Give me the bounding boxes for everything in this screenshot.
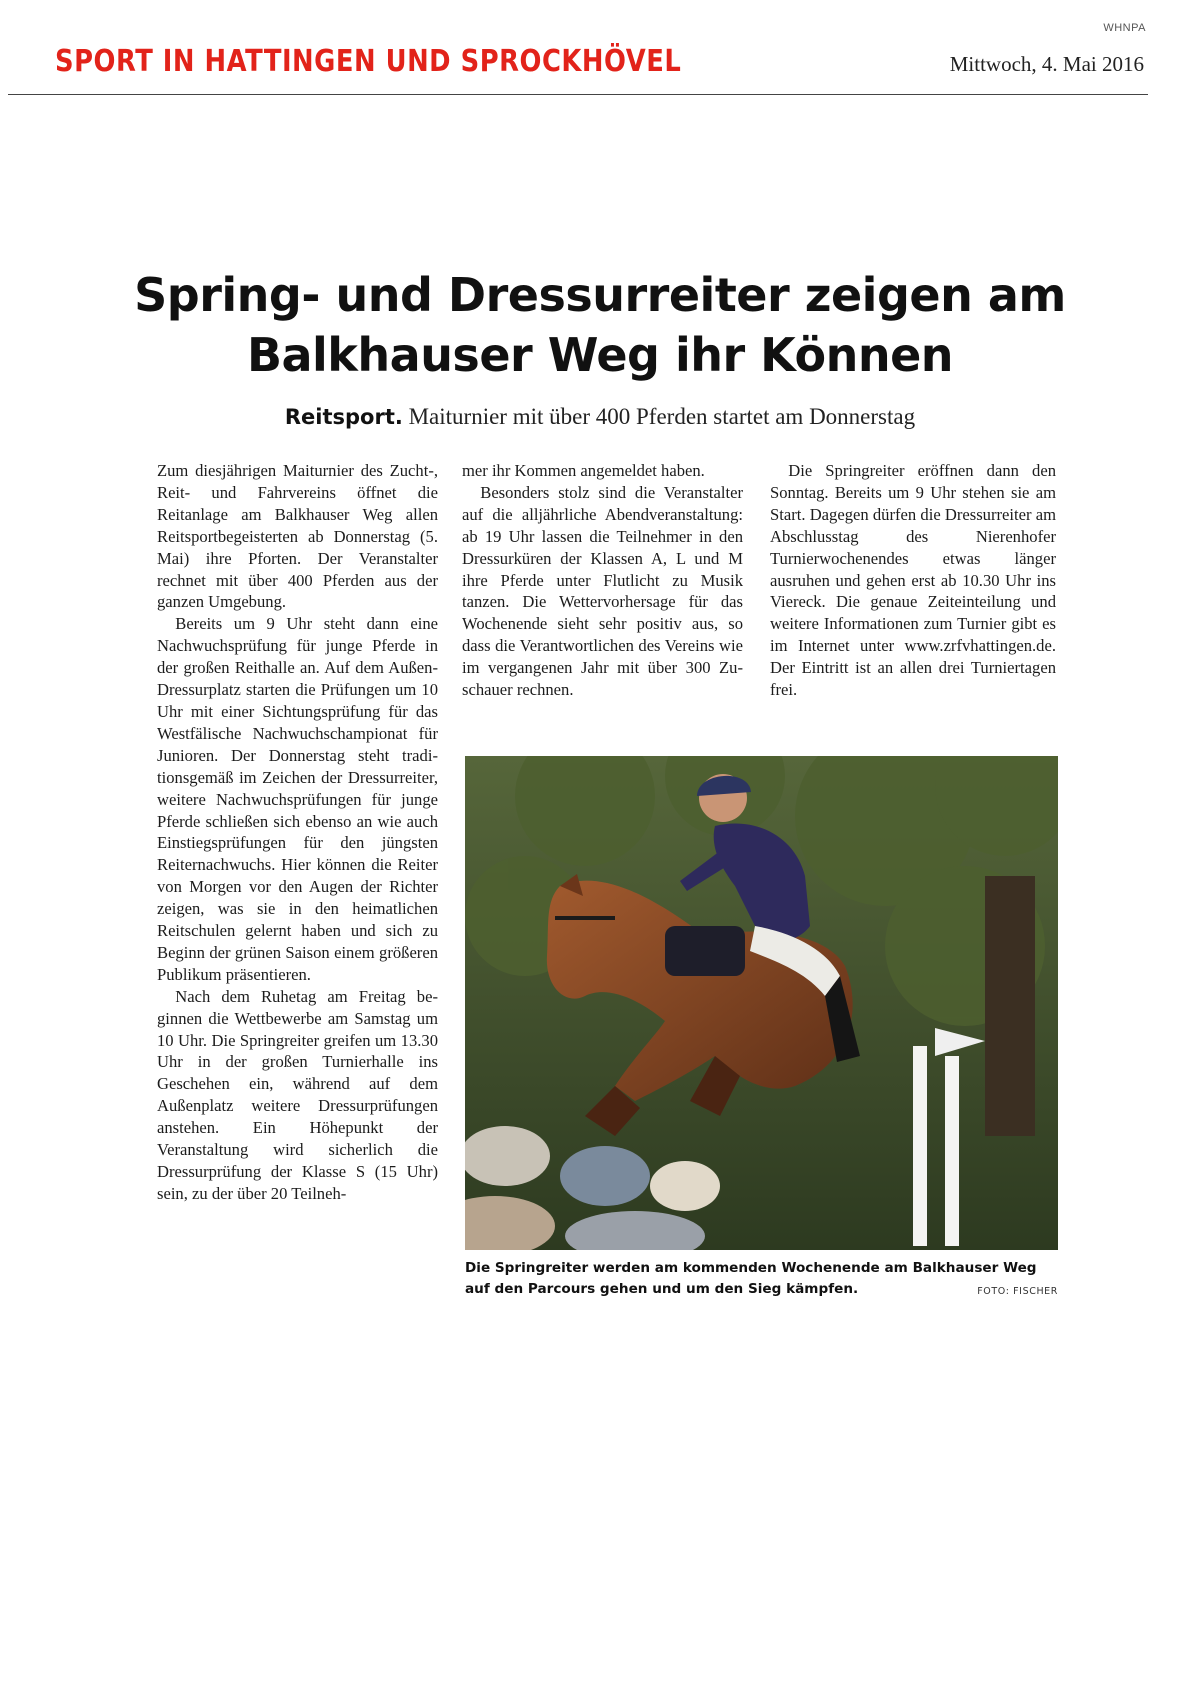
show-jumping-photo [465,756,1058,1250]
article-column-1 [157,460,438,1205]
subheadline [60,404,1140,430]
photo-caption: Die Springreiter werden am kommenden Wochenende am Balkhauser Weg auf den Parcours gehen und um den Sieg kämpfen. [465,1260,1037,1297]
paragraph: Die Springreiter eröffnen dann den Sonntag. Bereits um 9 Uhr stehen sie am Start. Dagegen dürfen die Dressurreiter am Abschlusstag des Nierenhofer Turnierwochenendes etwas länger ausruhen und gehen erst ab 10.30 Uhr ins Viereck. Die genaue Zeiteinteilung und weitere Informationen zum Turnier gibt es im Internet unter www.zrfvhattingen.de. Der Eintritt ist an allen drei Turniertagen frei. [770,461,1056,700]
paragraph: mer ihr Kommen angemeldet haben. [462,461,705,480]
article-photo [465,756,1058,1250]
paragraph: Nach dem Ruhetag am Freitag beginnen die Wettbewerbe am Samstag um 10 Uhr. Die Springreiter greifen um 13.30 Uhr in der großen Turnierhalle ins Geschehen ein, während auf dem Außenplatz weitere Dressurprüfungen anstehen. Ein Höhepunkt der Veranstaltung wird sicherlich die Dressurprüfung der Klasse S (15 Uhr) sein, zu der über 20 Teilneh- [157,986,438,1203]
article-column-2 [462,460,743,701]
tree-trunk [985,876,1035,1136]
article-column-3 [770,460,1056,701]
header-rule [8,94,1148,95]
paragraph: Besonders stolz sind die Veranstalter auf die alljährliche Abendveranstaltung: ab 19 Uhr lassen die Teilnehmer in den Dressurküren der Klassen A, L und M ihre Pferde unter Flutlicht zu Musik tanzen. Die Wettervorhersage für das Wochenende sieht sehr positiv aus, so dass die Verantwortlichen des Vereins wie im vergangenen Jahr mit über 300 Zuschauer rechnen. [462,482,743,700]
photo-credit: FOTO: FISCHER [977,1286,1058,1297]
subheadline-text: Maiturnier mit über 400 Pferden startet am Donnerstag [408,404,916,429]
kicker: Reitsport. [284,405,403,429]
headline [60,265,1140,385]
paragraph: Bereits um 9 Uhr steht dann eine Nachwuchsprüfung für junge Pferde in der großen Reithalle an. Auf dem Außen-Dressurplatz starten die Prüfungen um 10 Uhr mit einer Sichtungsprüfung für das Westfälische Nachwuchschampionat für Junioren. Der Donnerstag steht traditionsgemäß im Zeichen der Dressurreiter, weitere Nachwuchsprüfungen für junge Pferde schließen sich ebenso an wie auch Einstiegsprüfungen für den jüngsten Reiternachwuchs. Hier können die Reiter von Morgen vor den Augen der Richter zeigen, was sie in den heimatlichen Reitschulen gelernt haben und sich zu Beginn der grünen Saison einem größeren Publikum präsentieren. [157,614,438,984]
headline-line-2: Balkhauser Weg ihr Können [246,328,954,382]
section-title: SPORT IN HATTINGEN UND SPROCKHÖVEL [55,44,682,79]
headline-line-1: Spring- und Dressurreiter zeigen am [134,268,1066,322]
paragraph: Zum diesjährigen Maiturnier des Zucht-, Reit- und Fahrvereins öffnet die Reitanlage am Balkhauser Weg allen Reitsportbegeisterten ab Donnerstag (5. Mai) ihre Pforten. Der Veranstalter rechnet mit über 400 Pferden aus der ganzen Umgebung. [157,461,438,612]
source-tag: WHNPA [1103,22,1146,34]
publication-date: Mittwoch, 4. Mai 2016 [949,52,1144,76]
